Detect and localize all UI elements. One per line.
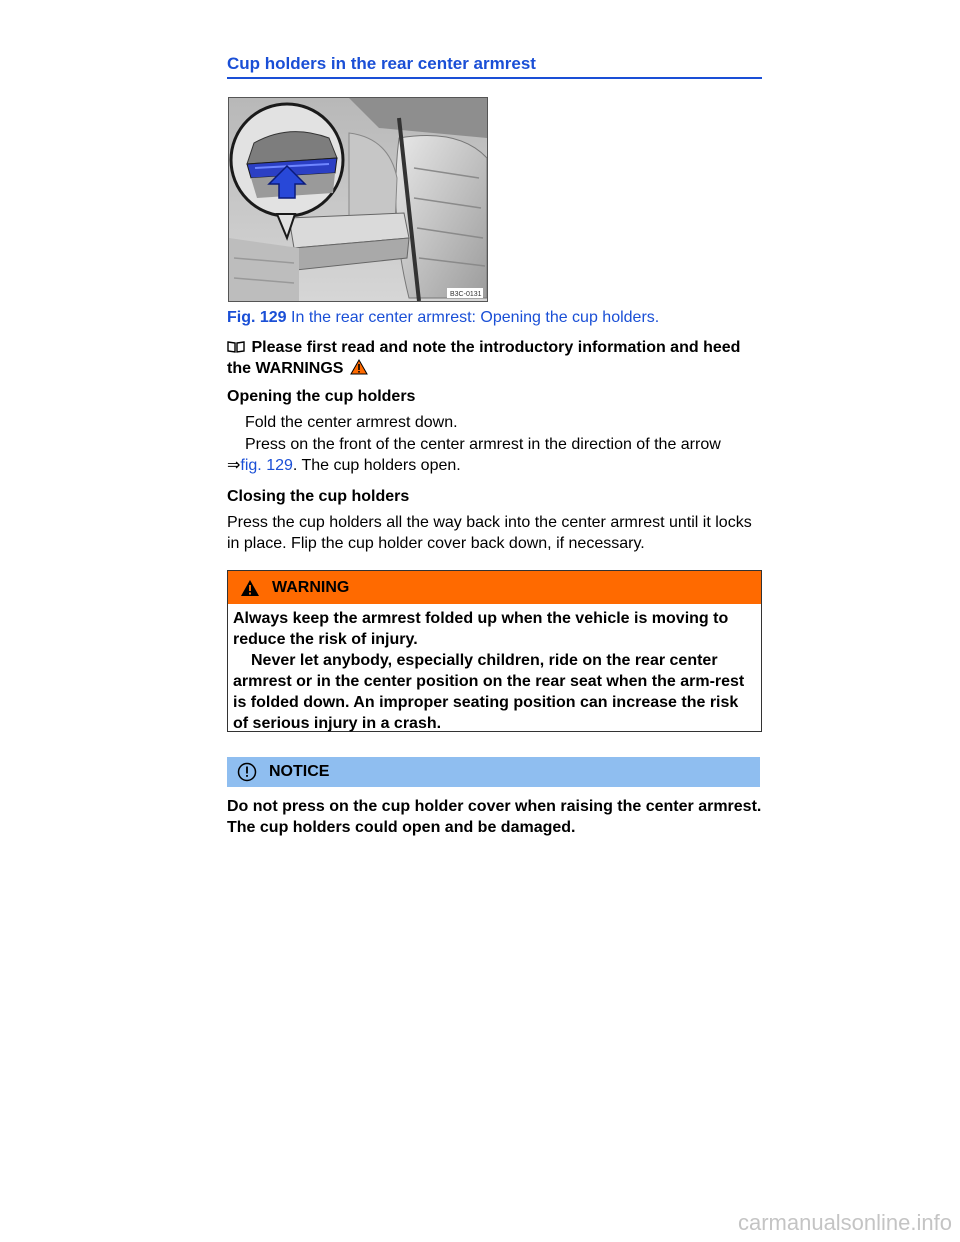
figure-code: B3C-0131	[450, 291, 482, 298]
warning-header	[228, 571, 761, 604]
figure-image	[228, 97, 488, 302]
section-title: Cup holders in the rear center armrest	[227, 54, 762, 79]
closing-text: Press the cup holders all the way back into the center armrest until it locks in place. Flip the cup holder cover back down, if necessary.	[227, 514, 752, 552]
warning-line-1: Always keep the armrest folded up when the vehicle is moving to reduce the risk of injury.	[233, 610, 729, 648]
caption-label: Fig. 129	[227, 309, 287, 326]
book-icon	[227, 341, 245, 353]
notice-text: Do not press on the cup holder cover when raising the center armrest. The cup holders could open and be damaged.	[227, 798, 762, 836]
notice-box	[227, 757, 760, 787]
warning-body	[228, 604, 761, 734]
step-2-text: Press on the front of the center armrest in the direction of the arrow	[245, 436, 721, 453]
rear-seat-armrest-illustration	[229, 98, 487, 301]
caption-text: In the rear center armrest: Opening the cup holders.	[286, 309, 660, 326]
warning-triangle-icon[interactable]	[350, 359, 368, 375]
warning-box	[227, 570, 762, 732]
exclamation-circle-icon	[237, 762, 257, 782]
intro-note	[227, 337, 762, 379]
arrow-ref: ⇒	[227, 457, 241, 474]
warning-icon	[240, 579, 260, 597]
opening-step-2	[227, 434, 762, 476]
notice-label: NOTICE	[269, 763, 330, 780]
watermark: carmanualsonline.info	[737, 1210, 952, 1235]
closing-heading: Closing the cup holders	[227, 488, 410, 505]
warning-line-2: Never let anybody, especially children, ride on the rear center armrest or in the center position on the rear seat when the arm-rest is folded down. An improper seating position can increase the risk of serious injury in a crash.	[233, 652, 745, 732]
step-2-tail: . The cup holders open.	[292, 457, 461, 474]
figure-link[interactable]: fig. 129	[240, 457, 293, 474]
figure-caption	[227, 309, 659, 327]
opening-step-1: Fold the center armrest down.	[245, 414, 458, 431]
opening-heading: Opening the cup holders	[227, 388, 416, 405]
intro-text: Please first read and note the introductory information and heed the WARNINGS	[227, 339, 741, 377]
warning-label: WARNING	[272, 578, 350, 596]
